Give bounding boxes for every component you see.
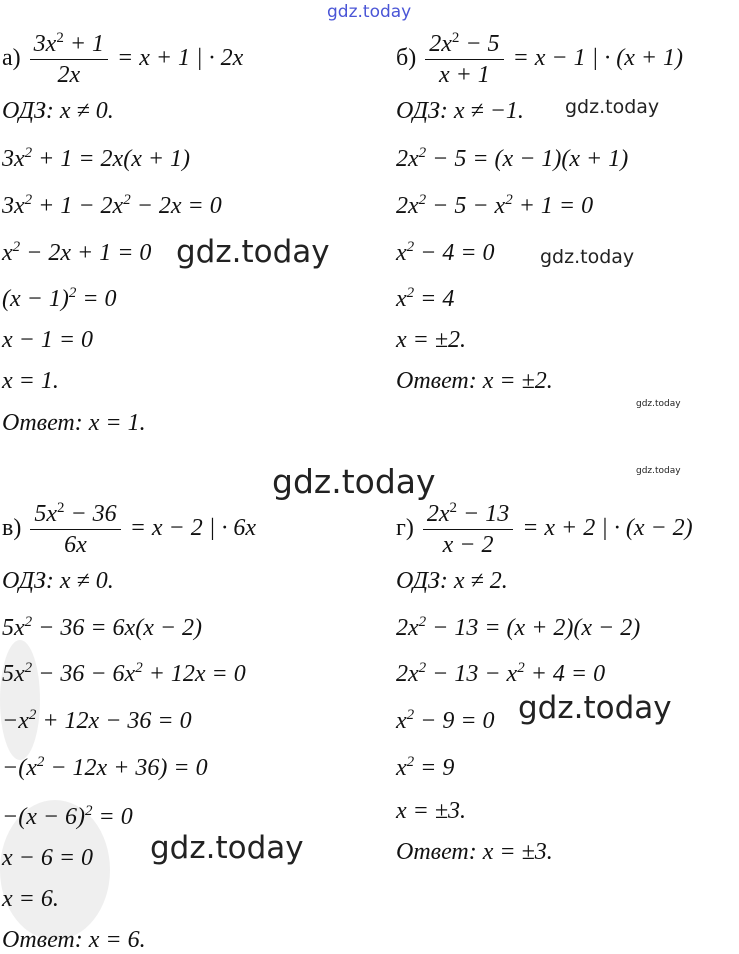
step-line: $-(x^2 - 12x + 36) = 0$ bbox=[2, 754, 208, 781]
answer-line: Ответ: x = 1. bbox=[2, 410, 146, 436]
step-line: x = ±2. bbox=[396, 327, 467, 353]
equation-a: а) $\frac{3x^2 + 1}{2x}$ = x + 1 | · 2x bbox=[2, 30, 244, 88]
step-line: $x^2 = 4$ bbox=[396, 285, 455, 312]
step-line: $-x^2 + 12x - 36 = 0$ bbox=[2, 707, 192, 734]
problem-label: б) bbox=[396, 45, 417, 72]
watermark: gdz.today bbox=[565, 96, 660, 118]
answer-line: Ответ: x = 6. bbox=[2, 927, 146, 953]
step-line: x − 1 = 0 bbox=[2, 327, 94, 353]
watermark: gdz.today bbox=[540, 246, 635, 268]
step-line: $x^2 = 9$ bbox=[396, 754, 455, 781]
step-line: $5x^2 - 36 - 6x^2 + 12x = 0$ bbox=[2, 660, 246, 687]
step-line: $x^2 - 2x + 1 = 0$ bbox=[2, 239, 152, 266]
watermark: gdz.today bbox=[518, 690, 672, 726]
equation-g: г) $\frac{2x^2 - 13}{x - 2}$ = x + 2 | · (x − 2) bbox=[396, 500, 693, 558]
watermark: gdz.today bbox=[636, 399, 681, 409]
step-line: $x^2 - 9 = 0$ bbox=[396, 707, 495, 734]
step-line: $3x^2 + 1 = 2x(x + 1)$ bbox=[2, 145, 191, 172]
watermark: gdz.today bbox=[150, 830, 304, 866]
odz-line: ОДЗ: x ≠ 2. bbox=[396, 568, 508, 594]
odz-line: ОДЗ: x ≠ 0. bbox=[2, 98, 114, 124]
answer-line: Ответ: x = ±3. bbox=[396, 839, 553, 865]
fraction: $\frac{5x^2 - 36}{6x}$ bbox=[30, 500, 120, 559]
watermark: gdz.today bbox=[176, 234, 330, 270]
step-line: $2x^2 - 13 - x^2 + 4 = 0$ bbox=[396, 660, 606, 687]
step-line: x − 6 = 0 bbox=[2, 845, 94, 871]
step-line: $(x - 1)^2 = 0$ bbox=[2, 285, 117, 312]
step-line: x = ±3. bbox=[396, 798, 467, 824]
step-line: $2x^2 - 13 = (x + 2)(x - 2)$ bbox=[396, 614, 641, 641]
problem-label: в) bbox=[2, 515, 22, 542]
watermark: gdz.today bbox=[636, 466, 681, 476]
fraction: $\frac{2x^2 - 13}{x - 2}$ bbox=[423, 500, 513, 559]
step-line: $-(x - 6)^2 = 0$ bbox=[2, 803, 133, 830]
fraction: $\frac{3x^2 + 1}{2x}$ bbox=[30, 30, 108, 89]
equation-b: б) $\frac{2x^2 - 5}{x + 1}$ = x − 1 | · (x + 1) bbox=[396, 30, 684, 88]
watermark-top: gdz.today bbox=[327, 2, 412, 22]
odz-line: ОДЗ: x ≠ 0. bbox=[2, 568, 114, 594]
watermark: gdz.today bbox=[272, 462, 436, 501]
step-line: $3x^2 + 1 - 2x^2 - 2x = 0$ bbox=[2, 192, 222, 219]
smudge-mark bbox=[0, 640, 40, 760]
problem-label: г) bbox=[396, 515, 414, 542]
step-line: x = 6. bbox=[2, 886, 59, 912]
step-line: $2x^2 - 5 - x^2 + 1 = 0$ bbox=[396, 192, 594, 219]
odz-line: ОДЗ: x ≠ −1. bbox=[396, 98, 524, 124]
step-line: $2x^2 - 5 = (x - 1)(x + 1)$ bbox=[396, 145, 629, 172]
step-line: x = 1. bbox=[2, 368, 59, 394]
problem-label: а) bbox=[2, 45, 21, 72]
equation-v: в) $\frac{5x^2 - 36}{6x}$ = x − 2 | · 6x bbox=[2, 500, 256, 558]
fraction: $\frac{2x^2 - 5}{x + 1}$ bbox=[425, 30, 503, 89]
step-line: $5x^2 - 36 = 6x(x - 2)$ bbox=[2, 614, 203, 641]
answer-line: Ответ: x = ±2. bbox=[396, 368, 553, 394]
step-line: $x^2 - 4 = 0$ bbox=[396, 239, 495, 266]
